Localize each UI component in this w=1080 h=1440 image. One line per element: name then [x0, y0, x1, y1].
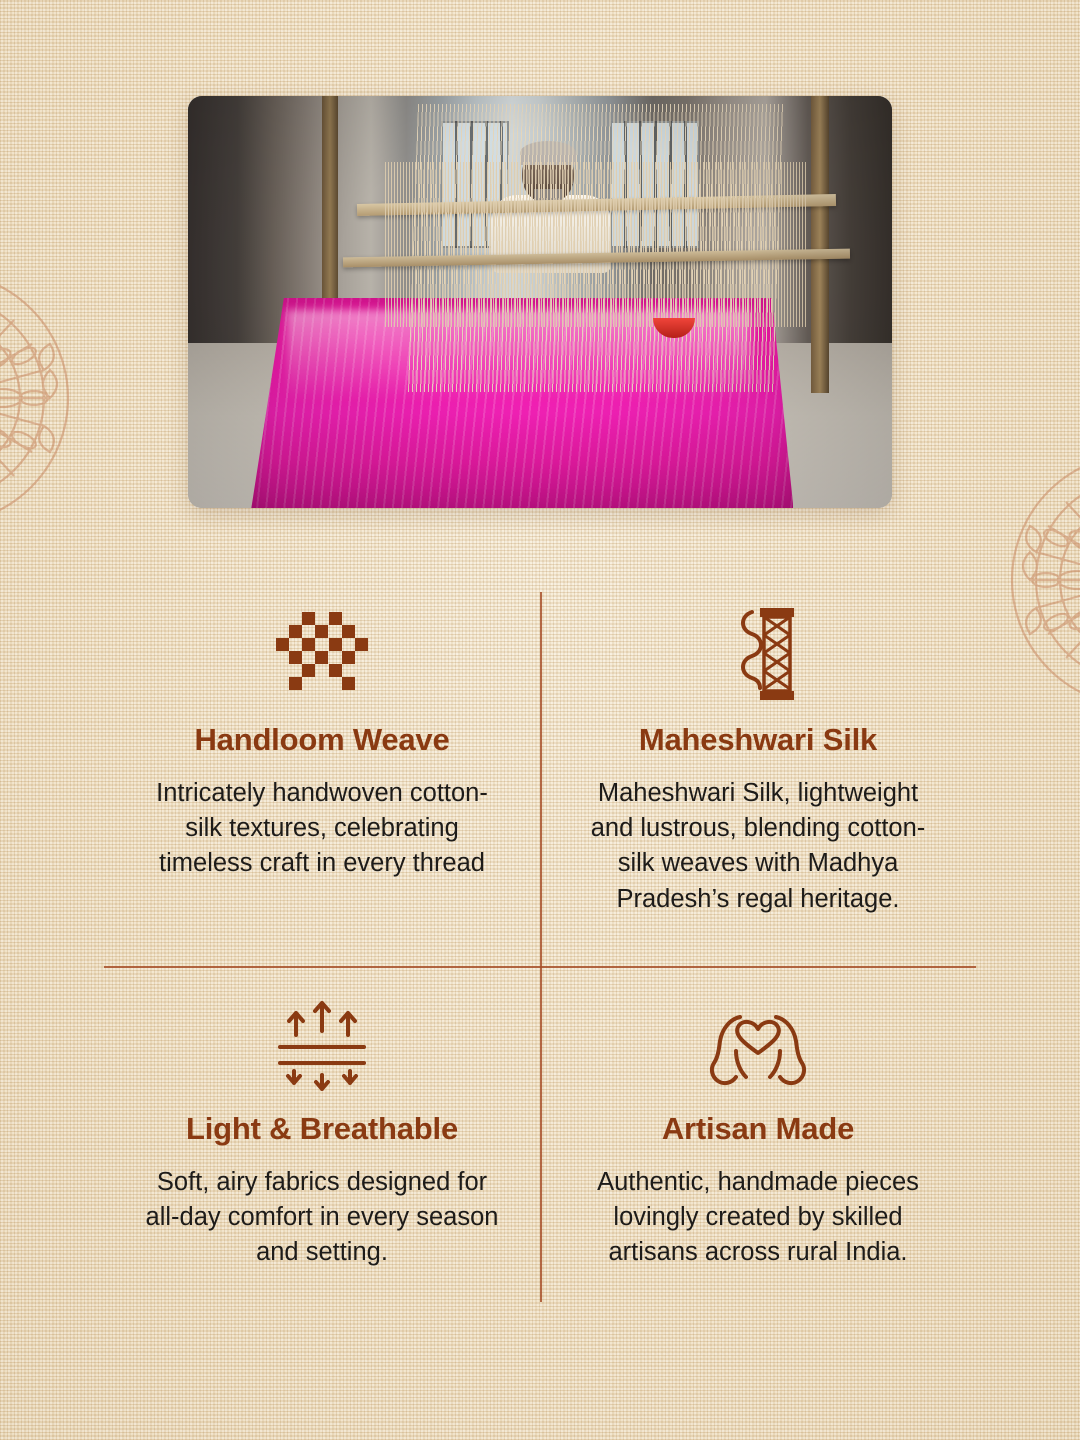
feature-card-maheshwari-silk: [540, 576, 976, 957]
feature-title: Light & Breathable: [186, 1110, 458, 1146]
feature-description: Soft, airy fabrics designed for all-day comfort in every season and setting.: [145, 1167, 499, 1267]
feature-title: Handloom Weave: [194, 722, 450, 757]
handloom-weaver-photo: [188, 96, 892, 508]
feature-card-handloom-weave: [104, 576, 540, 957]
feature-title: Artisan Made: [661, 1110, 855, 1146]
feature-card-artisan-made: [540, 957, 976, 1311]
hero-image: [188, 96, 892, 508]
hands-heart-icon: [574, 989, 942, 1097]
silk-spool-icon: [574, 600, 942, 708]
feature-description: Authentic, handmade pieces lovingly created by skilled artisans across rural India.: [597, 1167, 919, 1267]
grid-divider-horizontal: [104, 966, 976, 968]
breathable-fabric-icon: [138, 989, 506, 1097]
feature-description: Intricately handwoven cotton-silk textures, celebrating timeless craft in every thread: [156, 779, 488, 878]
feature-card-light-breathable: [104, 957, 540, 1311]
feature-title: Maheshwari Silk: [638, 722, 878, 757]
feature-description: Maheshwari Silk, lightweight and lustrous, blending cotton-silk weaves with Madhya Pradesh’s regal heritage.: [590, 779, 926, 913]
handloom-weave-icon: [138, 600, 506, 708]
grid-divider-vertical: [540, 592, 542, 1302]
